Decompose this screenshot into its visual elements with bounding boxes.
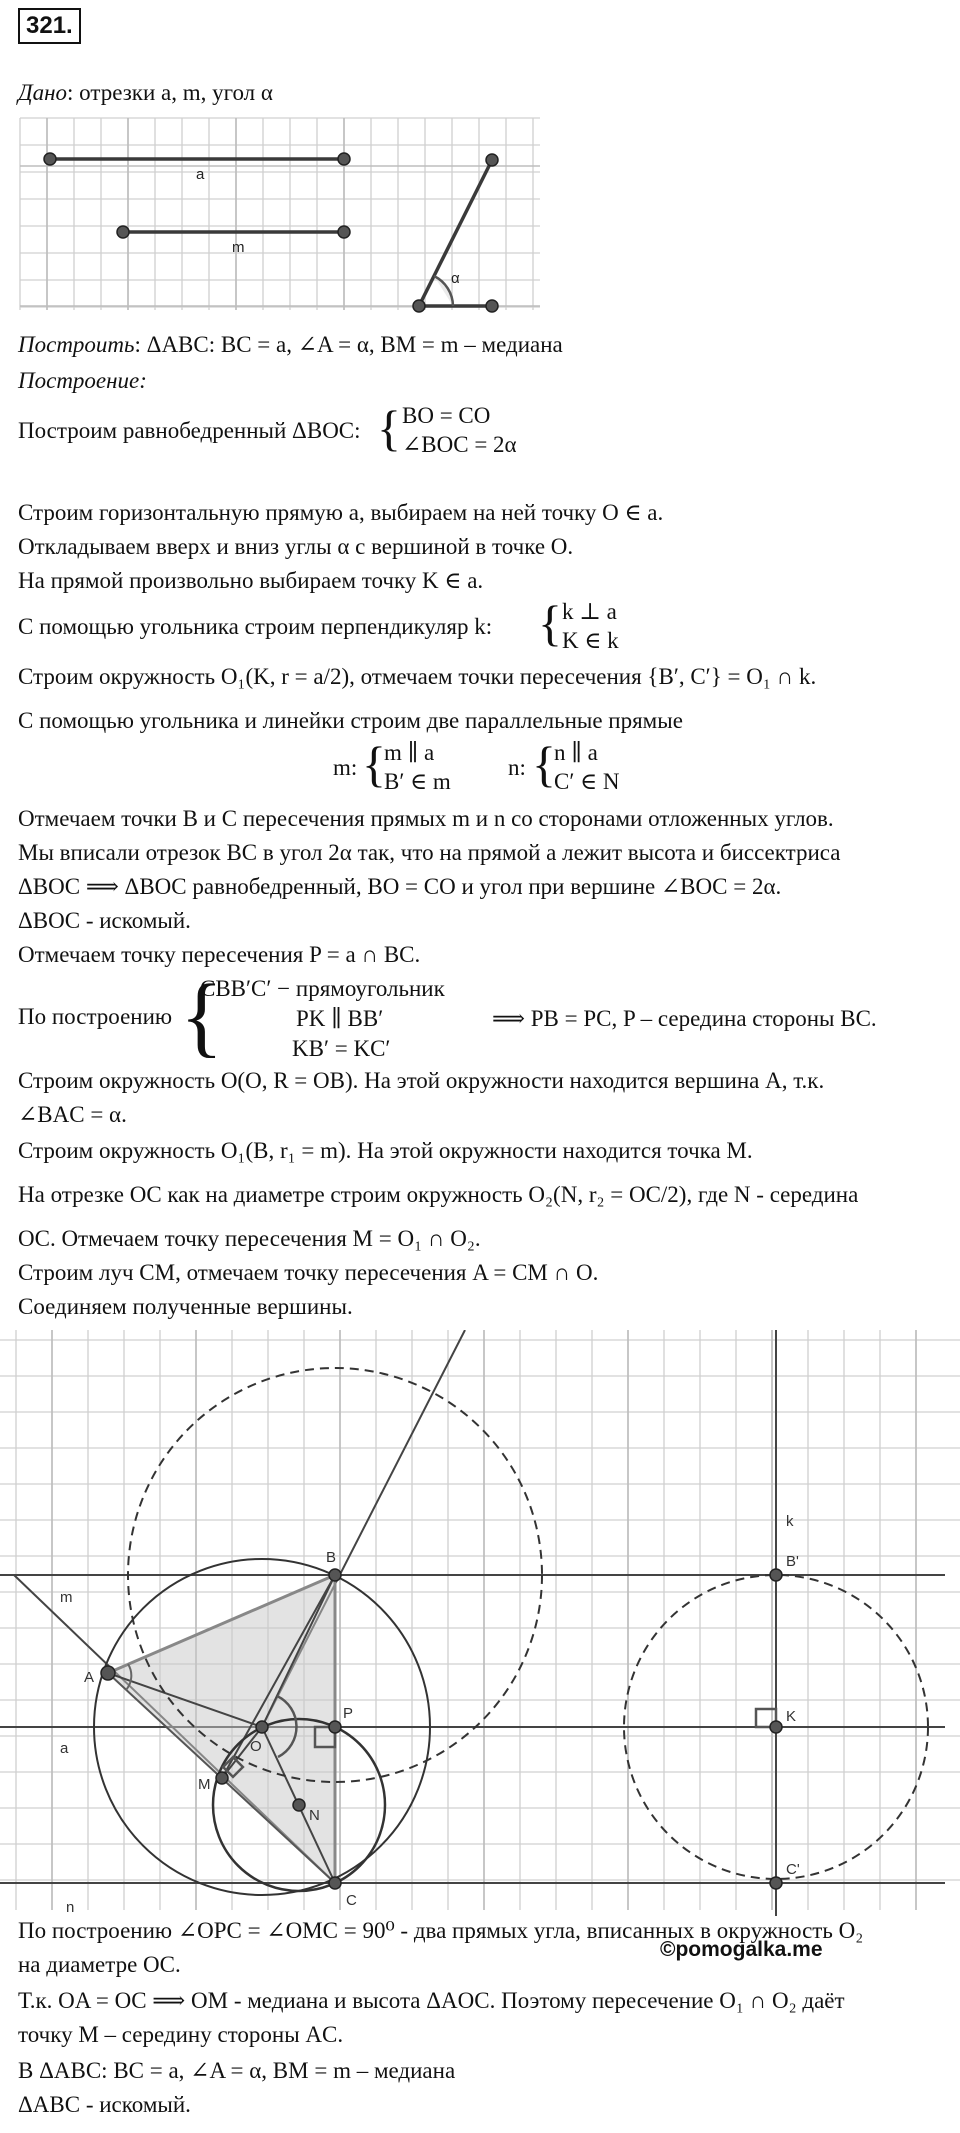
sys3-result: ⟹ PB = PC, P – середина стороны BC. [492,1006,877,1031]
brace-n: { [532,736,556,792]
construction-label: Построение: [18,368,147,393]
line-12: ΔBOC - искомый. [18,908,191,933]
brace-1: { [377,400,401,456]
construction-grid-major [52,1330,916,1910]
line-6: Строим окружность O₁(K, r = a/2), отмечаем точки пересечения {B′, C′} = O₁ ∩ k. [18,664,817,689]
line-23: на диаметре OC. [18,1952,181,1977]
construction-grid [0,1330,960,1910]
point-k [770,1721,782,1733]
triangle-abc [108,1575,335,1883]
line-27: ΔABC - искомый. [18,2092,191,2117]
line-19: OC. Отмечаем точку пересечения M = O₁ ∩ O₂. [18,1226,481,1251]
m-left-point [117,226,129,238]
line-25: точку M – середину стороны AC. [18,2022,344,2047]
line-15: Строим окружность O(O, R = OB). На этой окружности находится вершина A, т.к. [18,1068,825,1093]
sys2-line1: k ⊥ a [562,599,617,624]
brace-m: { [362,736,386,792]
line-10: Мы вписали отрезок BC в угол 2α так, что на прямой a лежит высота и биссектриса [18,840,841,865]
problem-number: 321. [18,8,81,44]
point-c [329,1877,341,1889]
sys2-line2: K ∈ k [562,628,619,653]
label-k: k [786,1513,794,1530]
sys3-line2: PK ∥ BB′ [296,1006,384,1031]
label-point-o: O [250,1738,262,1755]
label-m: m [60,1589,73,1606]
sys1-line2: ∠BOC = 2α [402,432,517,457]
line-3: Откладываем вверх и вниз углы α с вершиной в точке O. [18,534,574,559]
n-system-label: n: [508,755,526,780]
given-figure [0,110,560,320]
line-isosceles: Построим равнобедренный ΔBOC: [18,418,361,443]
brace-2: { [538,595,562,651]
sys1-line1: BO = CO [402,403,491,428]
m-system-line2: B′ ∈ m [384,769,451,794]
brace-3: { [180,967,224,1066]
construction-figure [0,1330,960,1916]
label-point-b: B [326,1549,337,1566]
angle-upper-point [486,154,498,166]
segment-a-label: a [196,166,205,183]
line-7: С помощью угольника и линейки строим две параллельные прямые [18,708,683,733]
line-9: Отмечаем точки B и C пересечения прямых m и n со сторонами отложенных углов. [18,806,834,831]
line-21: Соединяем полученные вершины. [18,1294,353,1319]
given-figure-grid-major [20,118,540,310]
point-b-prime [770,1569,782,1581]
m-system-line1: m ∥ a [384,740,435,765]
line-26: В ΔABC: BC = a, ∠A = α, BM = m – медиана [18,2058,456,2083]
point-c-prime [770,1877,782,1889]
construct-line [18,330,948,360]
line-20: Строим луч CM, отмечаем точку пересечения A = CM ∩ O. [18,1260,599,1285]
line-14: По построению [18,1004,173,1029]
label-point-p: P [343,1705,354,1722]
label-point-m: M [198,1776,211,1793]
line-4: На прямой произвольно выбираем точку K ∈ a. [18,568,484,593]
point-p [329,1721,341,1733]
construct-label: Построить [18,332,135,357]
given-label: Дано [18,80,68,105]
label-point-c-prime: C' [786,1861,800,1878]
a-left-point [44,153,56,165]
line-11: ΔBOC ⟹ ΔBOC равнобедренный, BO = CO и угол при вершине ∠BOC = 2α. [18,874,782,899]
label-a: a [60,1740,69,1757]
point-o [256,1721,268,1733]
line-2: Строим горизонтальную прямую a, выбираем на ней точку O ∈ a. [18,500,664,525]
label-point-n: N [309,1807,320,1824]
point-m [216,1772,228,1784]
given-line [18,78,948,108]
sys3-line1: CBB′C′ − прямоугольник [200,976,445,1001]
line-16: ∠BAC = α. [18,1102,127,1127]
line-17: Строим окружность O₁(B, r₁ = m). На этой окружности находится точка M. [18,1138,753,1163]
point-n [293,1799,305,1811]
line-5: С помощью угольника строим перпендикуляр k: [18,614,493,639]
line-18: На отрезке OC как на диаметре строим окружность O₂(N, r₂ = OC/2), где N - середина [18,1182,859,1207]
given-figure-grid [20,118,540,310]
label-point-a: A [84,1669,95,1686]
m-system-label: m: [333,755,358,780]
label-point-c: C [346,1892,357,1909]
line-13: Отмечаем точку пересечения P = a ∩ BC. [18,942,421,967]
sys3-line3: KB′ = KC′ [292,1036,391,1061]
angle-lower-point [486,300,498,312]
given-text: : отрезки a, m, угол α [67,80,273,105]
angle-vertex-point [413,300,425,312]
segment-m-label: m [232,239,245,256]
line-22: По построению ∠OPC = ∠OMC = 90⁰ - два прямых угла, вписанных в окружность O₂ [18,1918,864,1943]
construct-text: : ΔABC: BC = a, ∠A = α, BM = m – медиана [134,332,563,357]
n-system-line1: n ∥ a [554,740,598,765]
label-point-k: K [786,1708,797,1725]
watermark: ©pomogalka.me [660,1938,823,1961]
angle-alpha-label: α [451,270,460,287]
point-b [329,1569,341,1581]
line-24: Т.к. OA = OC ⟹ OM - медиана и высота ΔAOC. Поэтому пересечение O₁ ∩ O₂ даёт [18,1988,845,2013]
a-right-point [338,153,350,165]
point-a [101,1666,115,1680]
label-n: n [66,1899,75,1916]
label-point-b-prime: B' [786,1553,799,1570]
n-system-line2: C′ ∈ N [554,769,620,794]
m-right-point [338,226,350,238]
